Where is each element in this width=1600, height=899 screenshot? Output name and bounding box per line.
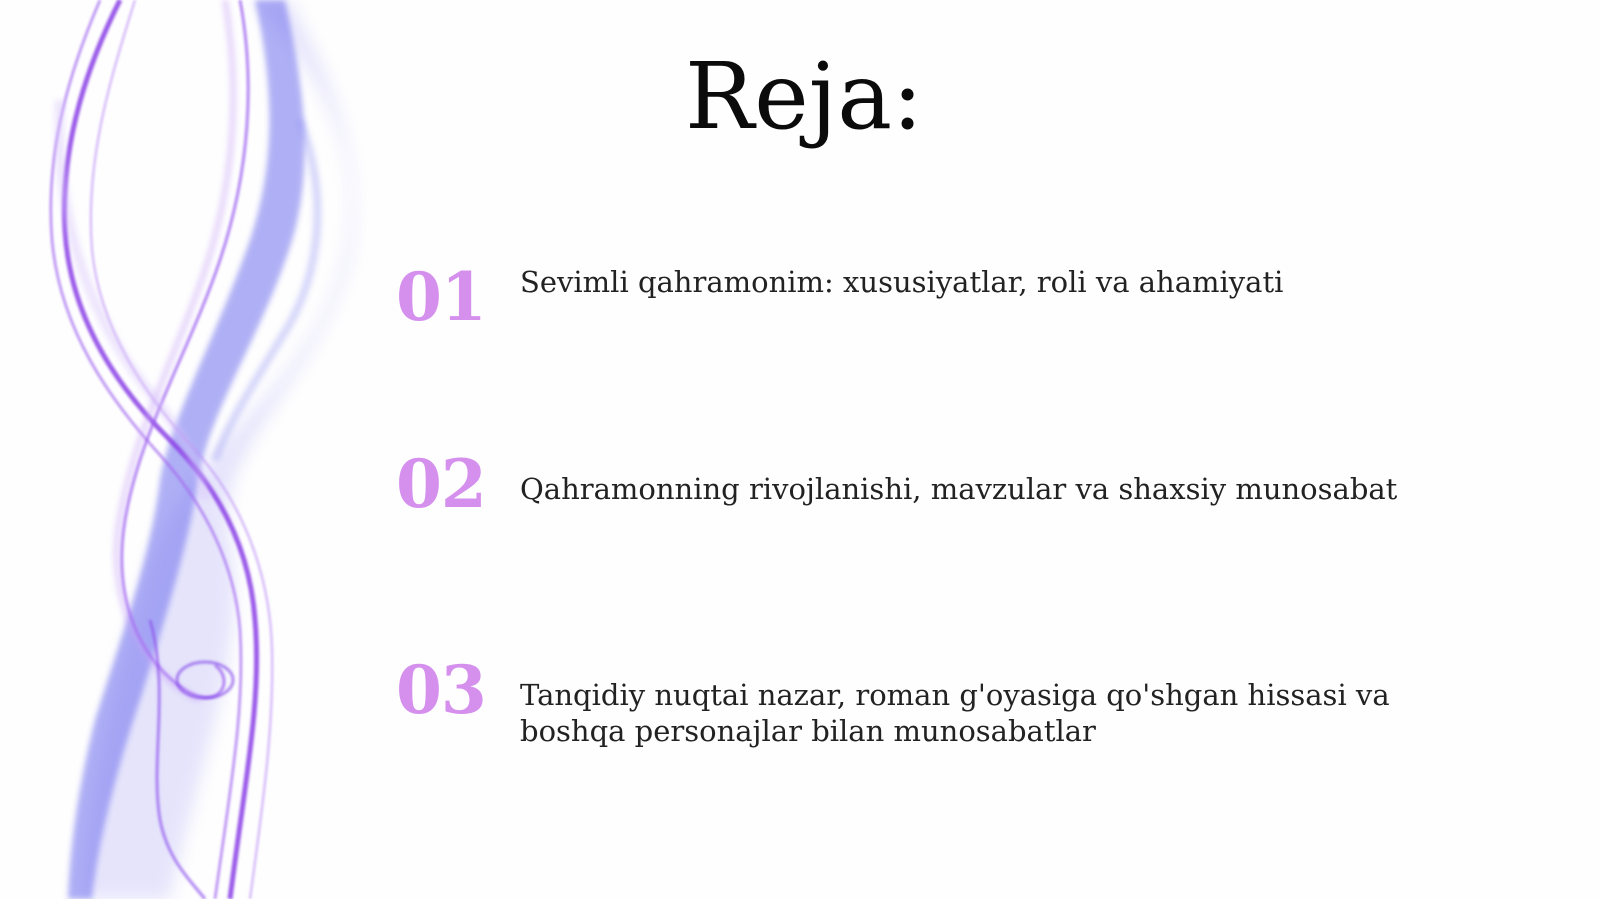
plan-item-text: Tanqidiy nuqtai nazar, roman g'oyasiga qo'shgan hissasi va boshqa personajlar bilan munosabatlar bbox=[520, 678, 1390, 748]
slide-title: Reja: bbox=[684, 43, 924, 150]
plan-item-text: Qahramonning rivojlanishi, mavzular va shaxsiy munosabat bbox=[520, 472, 1398, 506]
plan-item-text: Sevimli qahramonim: xususiyatlar, roli va ahamiyati bbox=[520, 265, 1284, 299]
plan-item-number: 03 bbox=[396, 651, 486, 729]
plan-item-number: 02 bbox=[396, 445, 486, 523]
plan-item-number: 01 bbox=[396, 258, 486, 336]
